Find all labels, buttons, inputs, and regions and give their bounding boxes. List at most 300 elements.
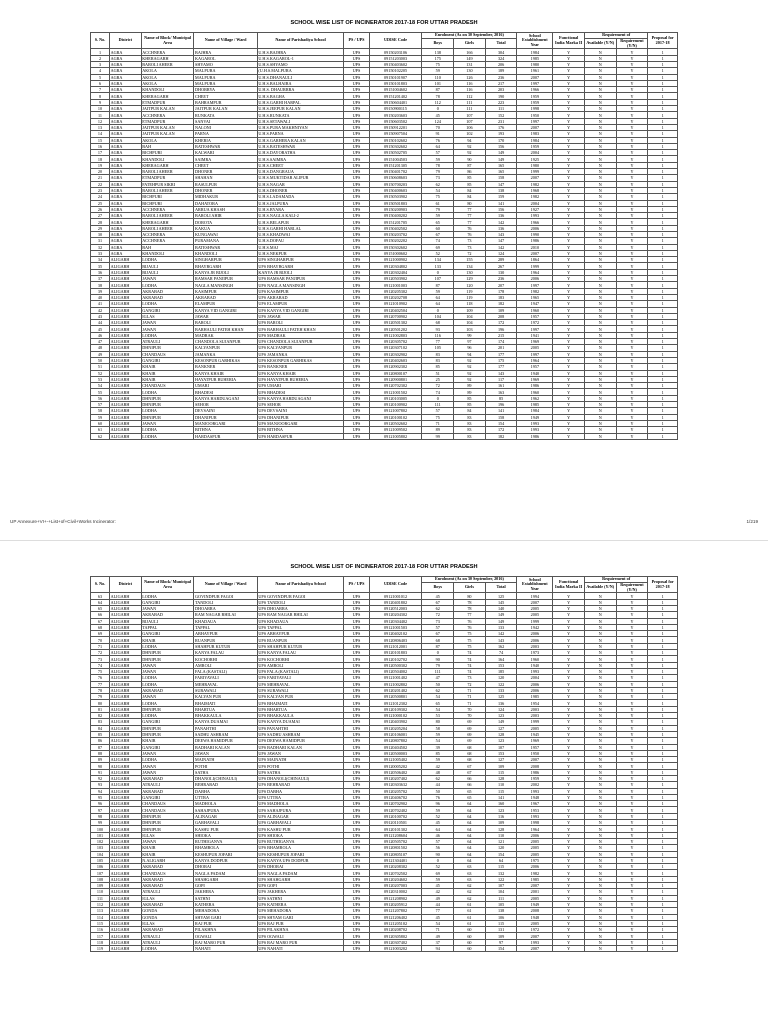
cell-village: BAROLI — [194, 320, 257, 326]
cell-required: Y — [616, 332, 648, 338]
cell-ps-ups: UPS — [344, 351, 369, 357]
cell-school: U.H.S.RUNKATA — [257, 112, 344, 118]
cell-district: ALIGARH — [110, 433, 142, 439]
cell-block: LODHA — [141, 282, 194, 288]
cell-girls: 64 — [454, 832, 486, 838]
cell-district: AGRA — [110, 238, 142, 244]
header-village: Name of Village / Ward — [194, 577, 257, 593]
cell-india-mark: Y — [553, 618, 585, 624]
cell-block: KHERAGARH — [141, 162, 194, 168]
cell-proposal: 1 — [648, 927, 678, 933]
header-establishment-year: School Establishment Year — [517, 577, 553, 593]
cell-proposal: 1 — [648, 807, 678, 813]
cell-village: BARHAULI FATEH KHAN — [194, 326, 257, 332]
cell-district: ALIGARH — [110, 857, 142, 863]
cell-sno: 19 — [91, 162, 110, 168]
cell-establishment-year: 1942 — [517, 624, 553, 630]
cell-sno: 43 — [91, 313, 110, 319]
cell-available: N — [584, 313, 616, 319]
footer-page-number: 1/219 — [746, 519, 758, 524]
cell-establishment-year: 1993 — [517, 788, 553, 794]
cell-block: ATRAULI — [141, 782, 194, 788]
cell-girls: 73 — [454, 238, 486, 244]
cell-girls: 84 — [454, 408, 486, 414]
cell-udise: 09150203603 — [369, 112, 422, 118]
cell-required: Y — [616, 156, 648, 162]
cell-establishment-year: 1949 — [517, 901, 553, 907]
cell-available: N — [584, 668, 616, 674]
cell-ps-ups: UPS — [344, 801, 369, 807]
cell-available: N — [584, 402, 616, 408]
cell-boys: 50 — [422, 681, 454, 687]
cell-village: BANKNER — [194, 364, 257, 370]
cell-ps-ups: UPS — [344, 294, 369, 300]
cell-india-mark: Y — [553, 731, 585, 737]
cell-udise: 09120204302 — [369, 612, 422, 618]
cell-total: 136 — [485, 213, 517, 219]
cell-available: N — [584, 788, 616, 794]
cell-boys: 54 — [422, 738, 454, 744]
cell-india-mark: Y — [553, 150, 585, 156]
cell-district: ALIGARH — [110, 801, 142, 807]
cell-sno: 65 — [91, 605, 110, 611]
cell-udise: 09120504002 — [369, 668, 422, 674]
cell-school: UPS SHYAM GARI — [257, 914, 344, 920]
cell-village: SEHOR — [194, 402, 257, 408]
cell-establishment-year: 1993 — [517, 213, 553, 219]
cell-establishment-year: 1999 — [517, 169, 553, 175]
cell-india-mark: Y — [553, 137, 585, 143]
cell-total: 124 — [485, 706, 517, 712]
cell-sno: 11 — [91, 112, 110, 118]
cell-school: UPS UMARI — [257, 383, 344, 389]
cell-village: JAWAR — [194, 313, 257, 319]
cell-establishment-year: 1972 — [517, 320, 553, 326]
cell-ps-ups: UPS — [344, 74, 369, 80]
cell-total: 143 — [485, 232, 517, 238]
cell-boys: 175 — [422, 55, 454, 61]
cell-required: Y — [616, 851, 648, 857]
cell-udise: 09151000602 — [369, 250, 422, 256]
cell-udise: 09120102702 — [369, 656, 422, 662]
cell-village: RUNKATA — [194, 112, 257, 118]
cell-india-mark: Y — [553, 250, 585, 256]
cell-required: Y — [616, 908, 648, 914]
cell-district: AGRA — [110, 156, 142, 162]
cell-india-mark: Y — [553, 213, 585, 219]
cell-total: 115 — [485, 769, 517, 775]
cell-available: N — [584, 194, 616, 200]
cell-establishment-year: 1986 — [517, 238, 553, 244]
cell-available: N — [584, 851, 616, 857]
cell-required: Y — [616, 288, 648, 294]
cell-ps-ups: UPS — [344, 357, 369, 363]
cell-block: AKOLA — [141, 74, 194, 80]
cell-india-mark: Y — [553, 939, 585, 945]
cell-required: Y — [616, 307, 648, 313]
cell-school: U.H.S.BAGHA — [257, 93, 344, 99]
cell-required: Y — [616, 326, 648, 332]
cell-school: UPS DEEWA HAMIDPUR — [257, 738, 344, 744]
cell-block: GANGIRI — [141, 631, 194, 637]
cell-india-mark: Y — [553, 175, 585, 181]
cell-block: ACCHNERA — [141, 238, 194, 244]
cell-boys: 0 — [422, 269, 454, 275]
cell-ps-ups: UPS — [344, 713, 369, 719]
cell-boys: 62 — [422, 605, 454, 611]
cell-establishment-year: 1864 — [517, 257, 553, 263]
cell-udise: 09120110501 — [369, 820, 422, 826]
cell-district: ALIGARH — [110, 750, 142, 756]
cell-required: Y — [616, 820, 648, 826]
cell-proposal: 1 — [648, 946, 678, 952]
cell-block: KHAIR — [141, 637, 194, 643]
cell-required: Y — [616, 788, 648, 794]
cell-boys: 53 — [422, 713, 454, 719]
cell-proposal: 1 — [648, 124, 678, 130]
cell-district: ALIGARH — [110, 662, 142, 668]
cell-establishment-year: 1950 — [517, 750, 553, 756]
cell-boys: 45 — [422, 914, 454, 920]
cell-total: 145 — [485, 599, 517, 605]
cell-establishment-year: 2007 — [517, 250, 553, 256]
cell-available: N — [584, 150, 616, 156]
cell-total: 153 — [485, 662, 517, 668]
cell-girls: 68 — [454, 757, 486, 763]
header-total: Total — [485, 38, 517, 49]
cell-required: Y — [616, 870, 648, 876]
cell-village: KASIMPUR — [194, 288, 257, 294]
cell-ps-ups: UPS — [344, 769, 369, 775]
cell-school: UPS RUANPUR — [257, 637, 344, 643]
cell-available: N — [584, 106, 616, 112]
cell-india-mark: Y — [553, 351, 585, 357]
cell-village: MADRAK — [194, 332, 257, 338]
cell-sno: 52 — [91, 370, 110, 376]
cell-establishment-year: 2007 — [517, 175, 553, 181]
cell-required: Y — [616, 320, 648, 326]
header-proposal: Proposal for 2017-18 — [648, 577, 678, 593]
cell-district: ALIGARH — [110, 820, 142, 826]
cell-proposal: 1 — [648, 624, 678, 630]
cell-district: ALIGARH — [110, 826, 142, 832]
cell-total: 124 — [485, 250, 517, 256]
cell-india-mark: Y — [553, 807, 585, 813]
cell-udise: 09120304802 — [369, 263, 422, 269]
cell-boys: 79 — [422, 662, 454, 668]
cell-india-mark: Y — [553, 364, 585, 370]
cell-proposal: 1 — [648, 213, 678, 219]
cell-available: N — [584, 870, 616, 876]
cell-india-mark: Y — [553, 883, 585, 889]
cell-block: BAROLI AHEER — [141, 213, 194, 219]
cell-udise: 09120310002 — [369, 889, 422, 895]
cell-total: 138 — [485, 187, 517, 193]
cell-school: UPS KANYA KHAIR — [257, 370, 344, 376]
cell-boys: 50 — [422, 788, 454, 794]
cell-boys: 52 — [422, 864, 454, 870]
cell-establishment-year: 1960 — [517, 389, 553, 395]
cell-required: Y — [616, 605, 648, 611]
cell-boys: 45 — [422, 112, 454, 118]
cell-sno: 2 — [91, 55, 110, 61]
cell-district: ALIGARH — [110, 851, 142, 857]
cell-india-mark: Y — [553, 49, 585, 55]
cell-school: UPS MADRAK — [257, 332, 344, 338]
cell-required: Y — [616, 763, 648, 769]
cell-required: Y — [616, 769, 648, 775]
cell-village: BADHARI KALAN — [194, 744, 257, 750]
cell-establishment-year: 2005 — [517, 895, 553, 901]
cell-ps-ups: UPS — [344, 788, 369, 794]
cell-block: AKRABAD — [141, 687, 194, 693]
cell-boys: 69 — [422, 870, 454, 876]
cell-sno: 95 — [91, 794, 110, 800]
cell-block: JAITPUR KALAN — [141, 124, 194, 130]
cell-india-mark: Y — [553, 200, 585, 206]
cell-proposal: 1 — [648, 74, 678, 80]
cell-sno: 86 — [91, 738, 110, 744]
cell-required: Y — [616, 738, 648, 744]
cell-girls: 83 — [454, 433, 486, 439]
cell-district: ALIGARH — [110, 776, 142, 782]
cell-proposal: 1 — [648, 605, 678, 611]
cell-india-mark: Y — [553, 106, 585, 112]
cell-establishment-year: 1969 — [517, 339, 553, 345]
cell-block: AKRABAD — [141, 294, 194, 300]
cell-total: 153 — [485, 750, 517, 756]
cell-udise: 09150603502 — [369, 118, 422, 124]
cell-ps-ups: UPS — [344, 643, 369, 649]
cell-establishment-year: 2005 — [517, 920, 553, 926]
cell-india-mark: Y — [553, 687, 585, 693]
cell-boys: 68 — [422, 320, 454, 326]
cell-boys: 85 — [422, 750, 454, 756]
cell-required: Y — [616, 376, 648, 382]
cell-proposal: 1 — [648, 643, 678, 649]
cell-girls: 63 — [454, 864, 486, 870]
cell-ps-ups: UPS — [344, 370, 369, 376]
cell-girls: 166 — [454, 49, 486, 55]
cell-block: JAWAN — [141, 838, 194, 844]
cell-required: Y — [616, 55, 648, 61]
cell-proposal: 1 — [648, 276, 678, 282]
cell-india-mark: Y — [553, 914, 585, 920]
header-village: Name of Village / Ward — [194, 33, 257, 49]
cell-available: N — [584, 864, 616, 870]
cell-india-mark: Y — [553, 637, 585, 643]
cell-proposal: 1 — [648, 61, 678, 67]
cell-ps-ups: UPS — [344, 162, 369, 168]
cell-udise: 09121206402 — [369, 914, 422, 920]
page-title: SCHOOL WISE LIST OF INCINERATOR 2017-18 FOR UTTAR PRADESH — [290, 564, 478, 570]
header-enrolment: Enrolment (As on 30 September, 2016) — [422, 33, 517, 39]
cell-available: N — [584, 656, 616, 662]
cell-boys: 60 — [422, 225, 454, 231]
cell-india-mark: Y — [553, 870, 585, 876]
cell-ps-ups: UPS — [344, 599, 369, 605]
cell-establishment-year: 1927 — [517, 206, 553, 212]
cell-village: ALINAGAR — [194, 813, 257, 819]
cell-sno: 13 — [91, 124, 110, 130]
cell-village: SATHA — [194, 769, 257, 775]
cell-ps-ups: UPS — [344, 427, 369, 433]
cell-school: UPS BEHRABAD — [257, 782, 344, 788]
cell-total: 177 — [485, 364, 517, 370]
cell-proposal: 1 — [648, 169, 678, 175]
cell-available: N — [584, 876, 616, 882]
cell-school: U.H.S.GARHI HARPAL — [257, 99, 344, 105]
cell-village: BATESHWAR — [194, 143, 257, 149]
cell-required: Y — [616, 725, 648, 731]
cell-girls: 72 — [454, 681, 486, 687]
cell-girls: 92 — [454, 357, 486, 363]
cell-school: UPS TAPPAL — [257, 624, 344, 630]
cell-available: N — [584, 901, 616, 907]
cell-udise: 09120205702 — [369, 788, 422, 794]
cell-required: Y — [616, 914, 648, 920]
cell-sno: 94 — [91, 788, 110, 794]
cell-total: 223 — [485, 99, 517, 105]
cell-village: BHAKKAULA — [194, 713, 257, 719]
cell-india-mark: Y — [553, 118, 585, 124]
cell-establishment-year: 1999 — [517, 263, 553, 269]
cell-district: ALIGARH — [110, 794, 142, 800]
cell-sno: 104 — [91, 851, 110, 857]
cell-udise: 09120305702 — [369, 339, 422, 345]
cell-india-mark: Y — [553, 593, 585, 599]
cell-girls: 116 — [454, 87, 486, 93]
cell-ps-ups: UPS — [344, 257, 369, 263]
cell-school: U.H.S.GARHI HARLAL — [257, 225, 344, 231]
cell-udise: 09120402102 — [369, 631, 422, 637]
cell-udise: 09121304401 — [369, 857, 422, 863]
cell-proposal: 1 — [648, 618, 678, 624]
cell-school: UPS BHADESI — [257, 389, 344, 395]
cell-sno: 115 — [91, 920, 110, 926]
cell-boys: 59 — [422, 731, 454, 737]
cell-school: U.H.S.KHADWAI — [257, 232, 344, 238]
cell-girls: 60 — [454, 946, 486, 952]
cell-available: N — [584, 599, 616, 605]
cell-required: Y — [616, 225, 648, 231]
cell-district: ALIGARH — [110, 376, 142, 382]
cell-india-mark: Y — [553, 206, 585, 212]
cell-ps-ups: UPS — [344, 99, 369, 105]
cell-block: CHANDAUS — [141, 351, 194, 357]
cell-total: 133 — [485, 687, 517, 693]
cell-udise: 09120402603 — [369, 357, 422, 363]
cell-total: 120 — [485, 675, 517, 681]
cell-district: AGRA — [110, 68, 142, 74]
cell-proposal: 1 — [648, 339, 678, 345]
cell-district: ALIGARH — [110, 339, 142, 345]
cell-udise: 09120700902 — [369, 313, 422, 319]
cell-block: JAITPUR KALAN — [141, 106, 194, 112]
cell-total: 140 — [485, 605, 517, 611]
cell-establishment-year: 2005 — [517, 345, 553, 351]
cell-india-mark: Y — [553, 288, 585, 294]
cell-girls: 107 — [454, 118, 486, 124]
cell-village: FARIYAVALI — [194, 675, 257, 681]
cell-establishment-year: 1972 — [517, 927, 553, 933]
header-district: District — [110, 577, 142, 593]
cell-district: AGRA — [110, 200, 142, 206]
cell-district: ALIGARH — [110, 593, 142, 599]
cell-ps-ups: UPS — [344, 694, 369, 700]
cell-school: U.H.S.JEEPUR KALAN — [257, 106, 344, 112]
cell-available: N — [584, 675, 616, 681]
cell-ps-ups: UPS — [344, 618, 369, 624]
cell-ps-ups: UPS — [344, 876, 369, 882]
cell-district: AGRA — [110, 162, 142, 168]
cell-establishment-year: 1954 — [517, 700, 553, 706]
cell-india-mark: Y — [553, 908, 585, 914]
cell-total: 182 — [485, 433, 517, 439]
cell-required: Y — [616, 637, 648, 643]
cell-establishment-year: 1984 — [517, 49, 553, 55]
cell-available: N — [584, 395, 616, 401]
cell-school: UPS FARIYAVALI — [257, 675, 344, 681]
cell-village: POTHI — [194, 763, 257, 769]
cell-school: U.H.S.PARNA — [257, 131, 344, 137]
cell-udise: 09120403902 — [369, 719, 422, 725]
cell-available: N — [584, 637, 616, 643]
cell-boys: 90 — [422, 851, 454, 857]
cell-girls: 89 — [454, 383, 486, 389]
cell-udise: 09120100902 — [369, 402, 422, 408]
cell-total: 127 — [485, 757, 517, 763]
cell-girls: 75 — [454, 637, 486, 643]
cell-block: LODHA — [141, 389, 194, 395]
cell-school: UPS MEHADORA — [257, 908, 344, 914]
cell-block: BIJAULI — [141, 263, 194, 269]
cell-boys: 116 — [422, 332, 454, 338]
cell-available: N — [584, 706, 616, 712]
cell-school: UPS BAROLI — [257, 320, 344, 326]
cell-village: DHORRYA — [194, 87, 257, 93]
cell-village: RUANPUR — [194, 637, 257, 643]
cell-proposal: 1 — [648, 244, 678, 250]
cell-district: ALIGARH — [110, 914, 142, 920]
cell-village: MEHADORA — [194, 908, 257, 914]
cell-proposal: 1 — [648, 725, 678, 731]
cell-udise: 09150302602 — [369, 244, 422, 250]
cell-block: BICHPURI — [141, 150, 194, 156]
cell-udise: 09120208702 — [369, 927, 422, 933]
cell-required: Y — [616, 939, 648, 945]
cell-village: KALYANPUR — [194, 345, 257, 351]
cell-district: ALIGARH — [110, 326, 142, 332]
cell-ps-ups: UPS — [344, 939, 369, 945]
cell-establishment-year: 1949 — [517, 414, 553, 420]
cell-total: 141 — [485, 408, 517, 414]
cell-establishment-year: 2007 — [517, 124, 553, 130]
cell-required: Y — [616, 700, 648, 706]
cell-total: 123 — [485, 713, 517, 719]
cell-india-mark: Y — [553, 383, 585, 389]
cell-total: 142 — [485, 244, 517, 250]
cell-available: N — [584, 169, 616, 175]
cell-proposal: 1 — [648, 332, 678, 338]
cell-sno: 118 — [91, 939, 110, 945]
cell-ps-ups: UPS — [344, 175, 369, 181]
cell-girls: 63 — [454, 870, 486, 876]
cell-proposal: 1 — [648, 68, 678, 74]
cell-india-mark: Y — [553, 643, 585, 649]
cell-available: N — [584, 181, 616, 187]
cell-available: N — [584, 605, 616, 611]
